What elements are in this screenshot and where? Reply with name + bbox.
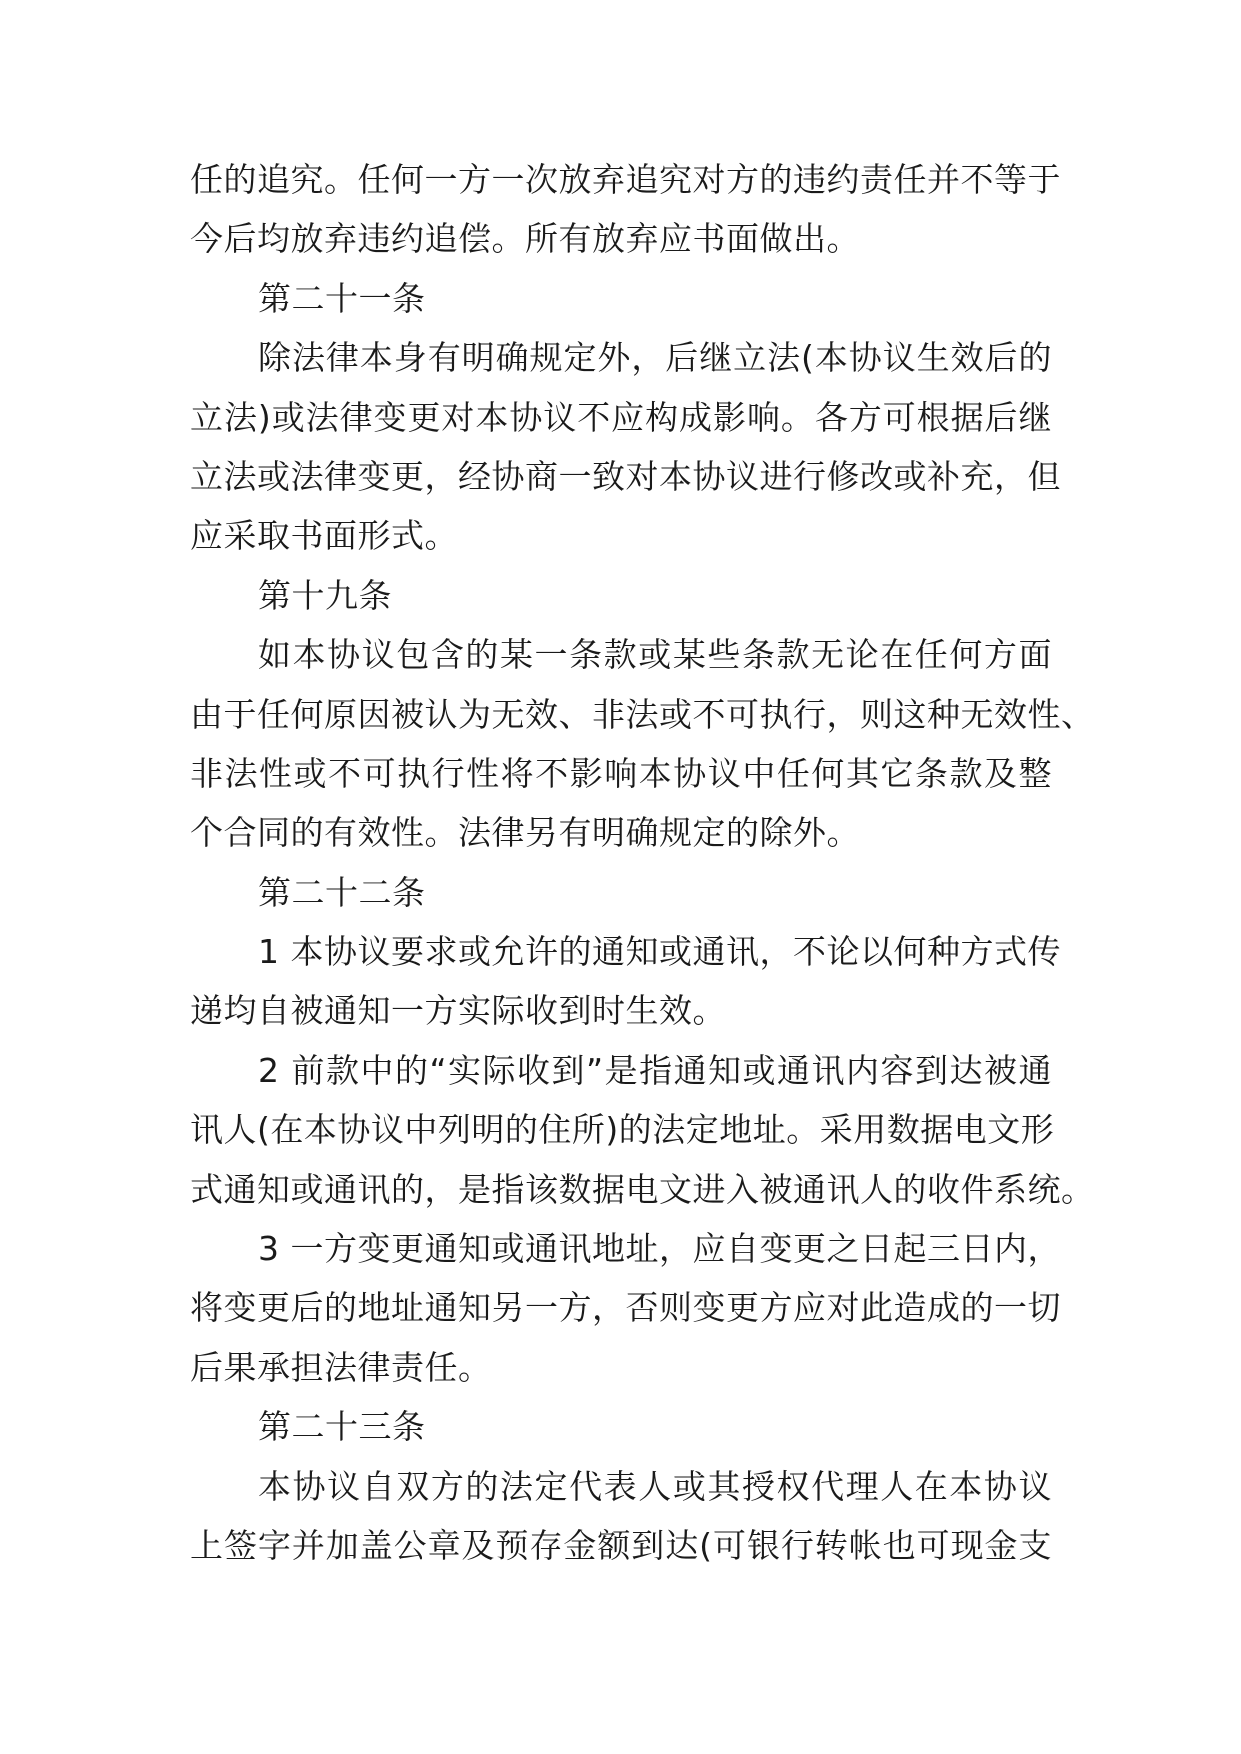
- body-line: 递均自被通知一方实际收到时生效。: [190, 991, 726, 1031]
- body-line: 上签字并加盖公章及预存金额到达(可银行转帐也可现金支: [190, 1525, 1052, 1565]
- body-line: 式通知或通讯的，是指该数据电文进入被通讯人的收件系统。: [190, 1169, 1095, 1209]
- article-heading: 第十九条: [258, 575, 392, 615]
- body-line: 今后均放弃违约追偿。所有放弃应书面做出。: [190, 219, 860, 259]
- article-heading: 第二十三条: [258, 1407, 426, 1447]
- body-line: 将变更后的地址通知另一方，否则变更方应对此造成的一切: [190, 1288, 1061, 1328]
- body-line: 1 本协议要求或允许的通知或通讯，不论以何种方式传: [258, 932, 1061, 972]
- body-line: 2 前款中的“实际收到”是指通知或通讯内容到达被通: [258, 1050, 1052, 1090]
- body-line: 任的追究。任何一方一次放弃追究对方的违约责任并不等于: [190, 160, 1061, 199]
- body-line: 立法)或法律变更对本协议不应构成影响。各方可根据后继: [190, 397, 1052, 437]
- article-heading: 第二十二条: [258, 872, 426, 912]
- body-line: 个合同的有效性。法律另有明确规定的除外。: [190, 813, 860, 853]
- body-line: 3 一方变更通知或通讯地址，应自变更之日起三日内，: [258, 1229, 1061, 1269]
- body-line: 如本协议包含的某一条款或某些条款无论在任何方面: [258, 635, 1052, 675]
- body-line: 讯人(在本协议中列明的住所)的法定地址。采用数据电文形: [190, 1110, 1055, 1150]
- body-line: 立法或法律变更，经协商一致对本协议进行修改或补充，但: [190, 456, 1061, 496]
- body-line: 后果承担法律责任。: [190, 1347, 492, 1387]
- article-heading: 第二十一条: [258, 278, 426, 318]
- body-line: 非法性或不可执行性将不影响本协议中任何其它条款及整: [190, 753, 1052, 793]
- body-line: 由于任何原因被认为无效、非法或不可执行，则这种无效性、: [190, 694, 1095, 734]
- body-line: 本协议自双方的法定代表人或其授权代理人在本协议: [258, 1466, 1052, 1506]
- body-line: 应采取书面形式。: [190, 516, 458, 556]
- document-body: [190, 150, 1095, 1575]
- body-line: 除法律本身有明确规定外，后继立法(本协议生效后的: [258, 338, 1052, 378]
